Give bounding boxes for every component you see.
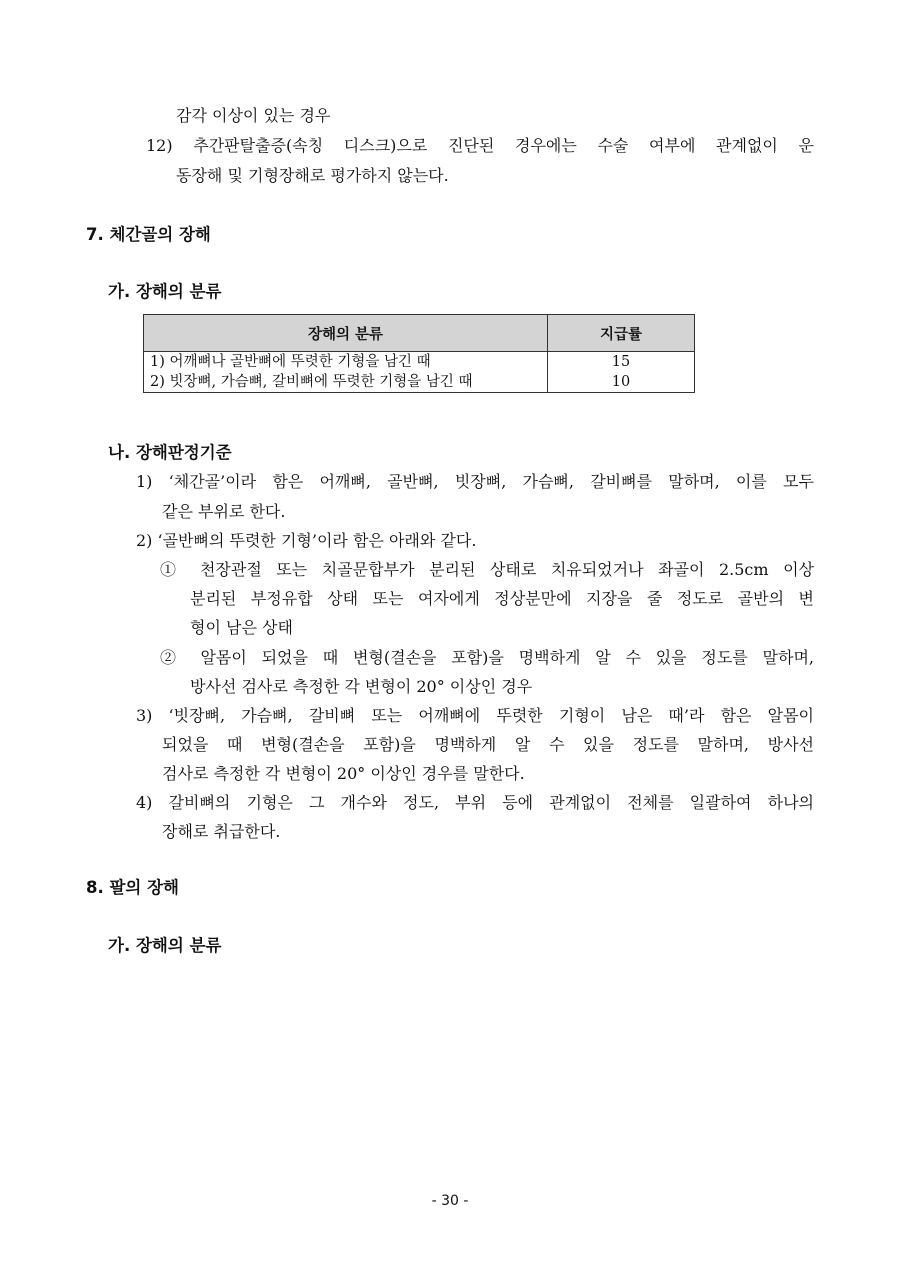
criteria-line: 되었을 때 변형(결손을 포함)을 명백하게 알 수 있을 정도를 말하며, 방사선 [162, 735, 814, 754]
table-cell-rate: 15 [548, 352, 695, 373]
body-text-line: 감각 이상이 있는 경우 [176, 106, 331, 125]
section-heading: 8. 팔의 장해 [86, 878, 179, 897]
criteria-line: 3) ‘빗장뼈, 가슴뼈, 갈비뼈 또는 어깨뼈에 뚜렷한 기형이 남은 때’라 함은 알몸이 [136, 706, 814, 725]
subsection-heading: 가. 장해의 분류 [108, 936, 222, 955]
table-header-rate: 지급률 [548, 315, 695, 352]
criteria-line: 형이 남은 상태 [190, 618, 293, 637]
subsection-heading: 나. 장해판정기준 [108, 443, 232, 462]
table-cell-classification: 2) 빗장뼈, 가슴뼈, 갈비뼈에 뚜렷한 기형을 남긴 때 [144, 372, 548, 393]
table-row [144, 372, 695, 393]
section-heading: 7. 체간골의 장해 [86, 225, 211, 244]
table-cell-classification: 1) 어깨뼈나 골반뼈에 뚜렷한 기형을 남긴 때 [144, 352, 548, 373]
table-row [144, 352, 695, 373]
criteria-line: 검사로 측정한 각 변형이 20° 이상인 경우를 말한다. [162, 764, 525, 783]
criteria-line: 장해로 취급한다. [162, 822, 281, 841]
page-number: - 30 - [431, 1193, 469, 1209]
criteria-line: 같은 부위로 한다. [162, 502, 286, 521]
criteria-line: 2) ‘골반뼈의 뚜렷한 기형’이라 함은 아래와 같다. [136, 531, 477, 550]
criteria-line: 1) ‘체간골’이라 함은 어깨뼈, 골반뼈, 빗장뼈, 가슴뼈, 갈비뼈를 말하며, 이를 모두 [136, 472, 814, 491]
criteria-line: 분리된 부정유합 상태 또는 여자에게 정상분만에 지장을 줄 정도로 골반의 변 [190, 589, 814, 608]
criteria-line: 방사선 검사로 측정한 각 변형이 20° 이상인 경우 [190, 677, 533, 696]
body-text-line: 동장해 및 기형장해로 평가하지 않는다. [176, 166, 449, 185]
criteria-line: ① 천장관절 또는 치골문합부가 분리된 상태로 치유되었거나 좌골이 2.5cm 이상 [160, 560, 814, 579]
disability-grade-table [143, 314, 695, 393]
criteria-line: 4) 갈비뼈의 기형은 그 개수와 정도, 부위 등에 관계없이 전체를 일괄하여 하나의 [136, 793, 814, 812]
body-text-line: 12) 추간판탈출증(속칭 디스크)으로 진단된 경우에는 수술 여부에 관계없이 운 [146, 136, 814, 155]
subsection-heading: 가. 장해의 분류 [108, 282, 222, 301]
table-header-classification: 장해의 분류 [144, 315, 548, 352]
table-cell-rate: 10 [548, 372, 695, 393]
criteria-line: ② 알몸이 되었을 때 변형(결손을 포함)을 명백하게 알 수 있을 정도를 말하며, [160, 648, 814, 667]
